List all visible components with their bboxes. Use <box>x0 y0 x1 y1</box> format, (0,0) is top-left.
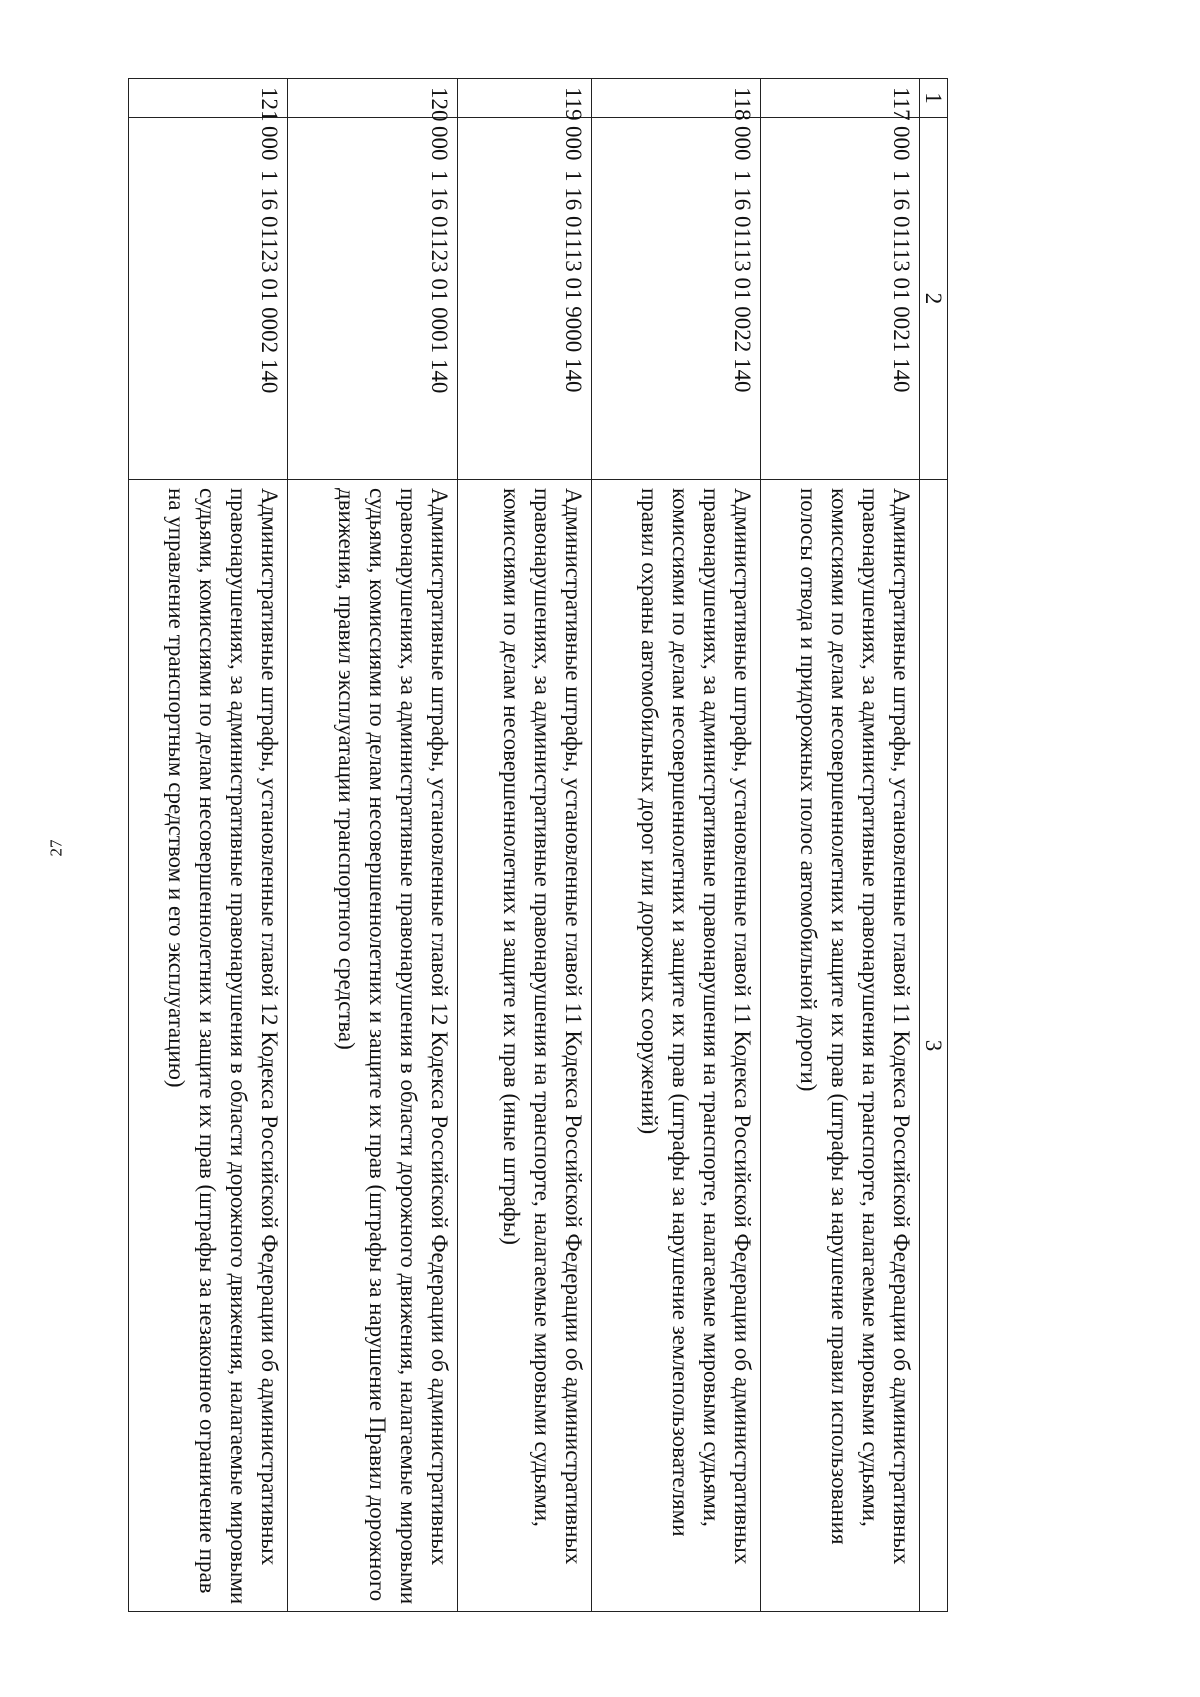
code-value: 1 16 01113 01 9000 140 <box>561 170 586 393</box>
classification-code <box>592 118 761 480</box>
table-row <box>288 79 458 1612</box>
code-prefix: 000 <box>561 126 586 161</box>
code-prefix: 000 <box>427 126 452 161</box>
table-row <box>592 79 761 1612</box>
table-row <box>458 79 592 1612</box>
budget-codes-table <box>128 78 948 1612</box>
header-col-2: 2 <box>920 118 948 480</box>
code-value: 1 16 01113 01 0022 140 <box>730 170 755 393</box>
row-description: Административные штрафы, установленные главой 11 Кодекса Российской Федерации об административных правонарушениях, за административные правонарушения на транспорте, налагаемые мировыми судьями, комиссиями по делам несовершеннолетних и защите их прав (иные штрафы) <box>458 480 592 1612</box>
classification-code <box>288 118 458 480</box>
row-description: Административные штрафы, установленные главой 12 Кодекса Российской Федерации об административных правонарушениях, за административные правонарушения в области дорожного движения, налагаемые мировыми судьями, комиссиями по делам несовершеннолетних и защите их прав (штрафы за нарушение Правил дорожного движения, правил эксплуатации транспортного средства) <box>288 480 458 1612</box>
row-number: 118 <box>592 79 761 118</box>
table-row <box>761 79 920 1612</box>
table-header-row <box>920 79 948 1612</box>
row-description: Административные штрафы, установленные главой 11 Кодекса Российской Федерации об административных правонарушениях, за административные правонарушения на транспорте, налагаемые мировыми судьями, комиссиями по делам несовершеннолетних и защите их прав (штрафы за нарушение землепользователями правил охраны автомобильных дорог или дорожных сооружений) <box>592 480 761 1612</box>
classification-code <box>458 118 592 480</box>
code-value: 1 16 01123 01 0001 140 <box>427 170 452 394</box>
row-number: 120 <box>288 79 458 118</box>
rotated-page-content <box>82 78 948 1612</box>
row-number: 117 <box>761 79 920 118</box>
classification-code <box>761 118 920 480</box>
header-col-3: 3 <box>920 480 948 1612</box>
code-prefix: 000 <box>257 126 282 161</box>
table-row <box>129 79 288 1612</box>
code-value: 1 16 01113 01 0021 140 <box>889 170 914 393</box>
row-number: 119 <box>458 79 592 118</box>
row-description: Административные штрафы, установленные главой 11 Кодекса Российской Федерации об административных правонарушениях, за административные правонарушения на транспорте, налагаемые мировыми судьями, комиссиями по делам несовершеннолетних и защите их прав (штрафы за нарушение правил использования полосы отвода и придорожных полос автомобильной дороги) <box>761 480 920 1612</box>
classification-code <box>129 118 288 480</box>
code-prefix: 000 <box>889 126 914 161</box>
code-value: 1 16 01123 01 0002 140 <box>257 170 282 394</box>
code-prefix: 000 <box>730 126 755 161</box>
header-col-1: 1 <box>920 79 948 118</box>
page-number: 27 <box>46 839 66 857</box>
row-description: Административные штрафы, установленные главой 12 Кодекса Российской Федерации об административных правонарушениях, за административные правонарушения в области дорожного движения, налагаемые мировыми судьями, комиссиями по делам несовершеннолетних и защите их прав (штрафы за незаконное ограничение прав на управление транспортным средством и его эксплуатацию) <box>129 480 288 1612</box>
row-number: 121 <box>129 79 288 118</box>
